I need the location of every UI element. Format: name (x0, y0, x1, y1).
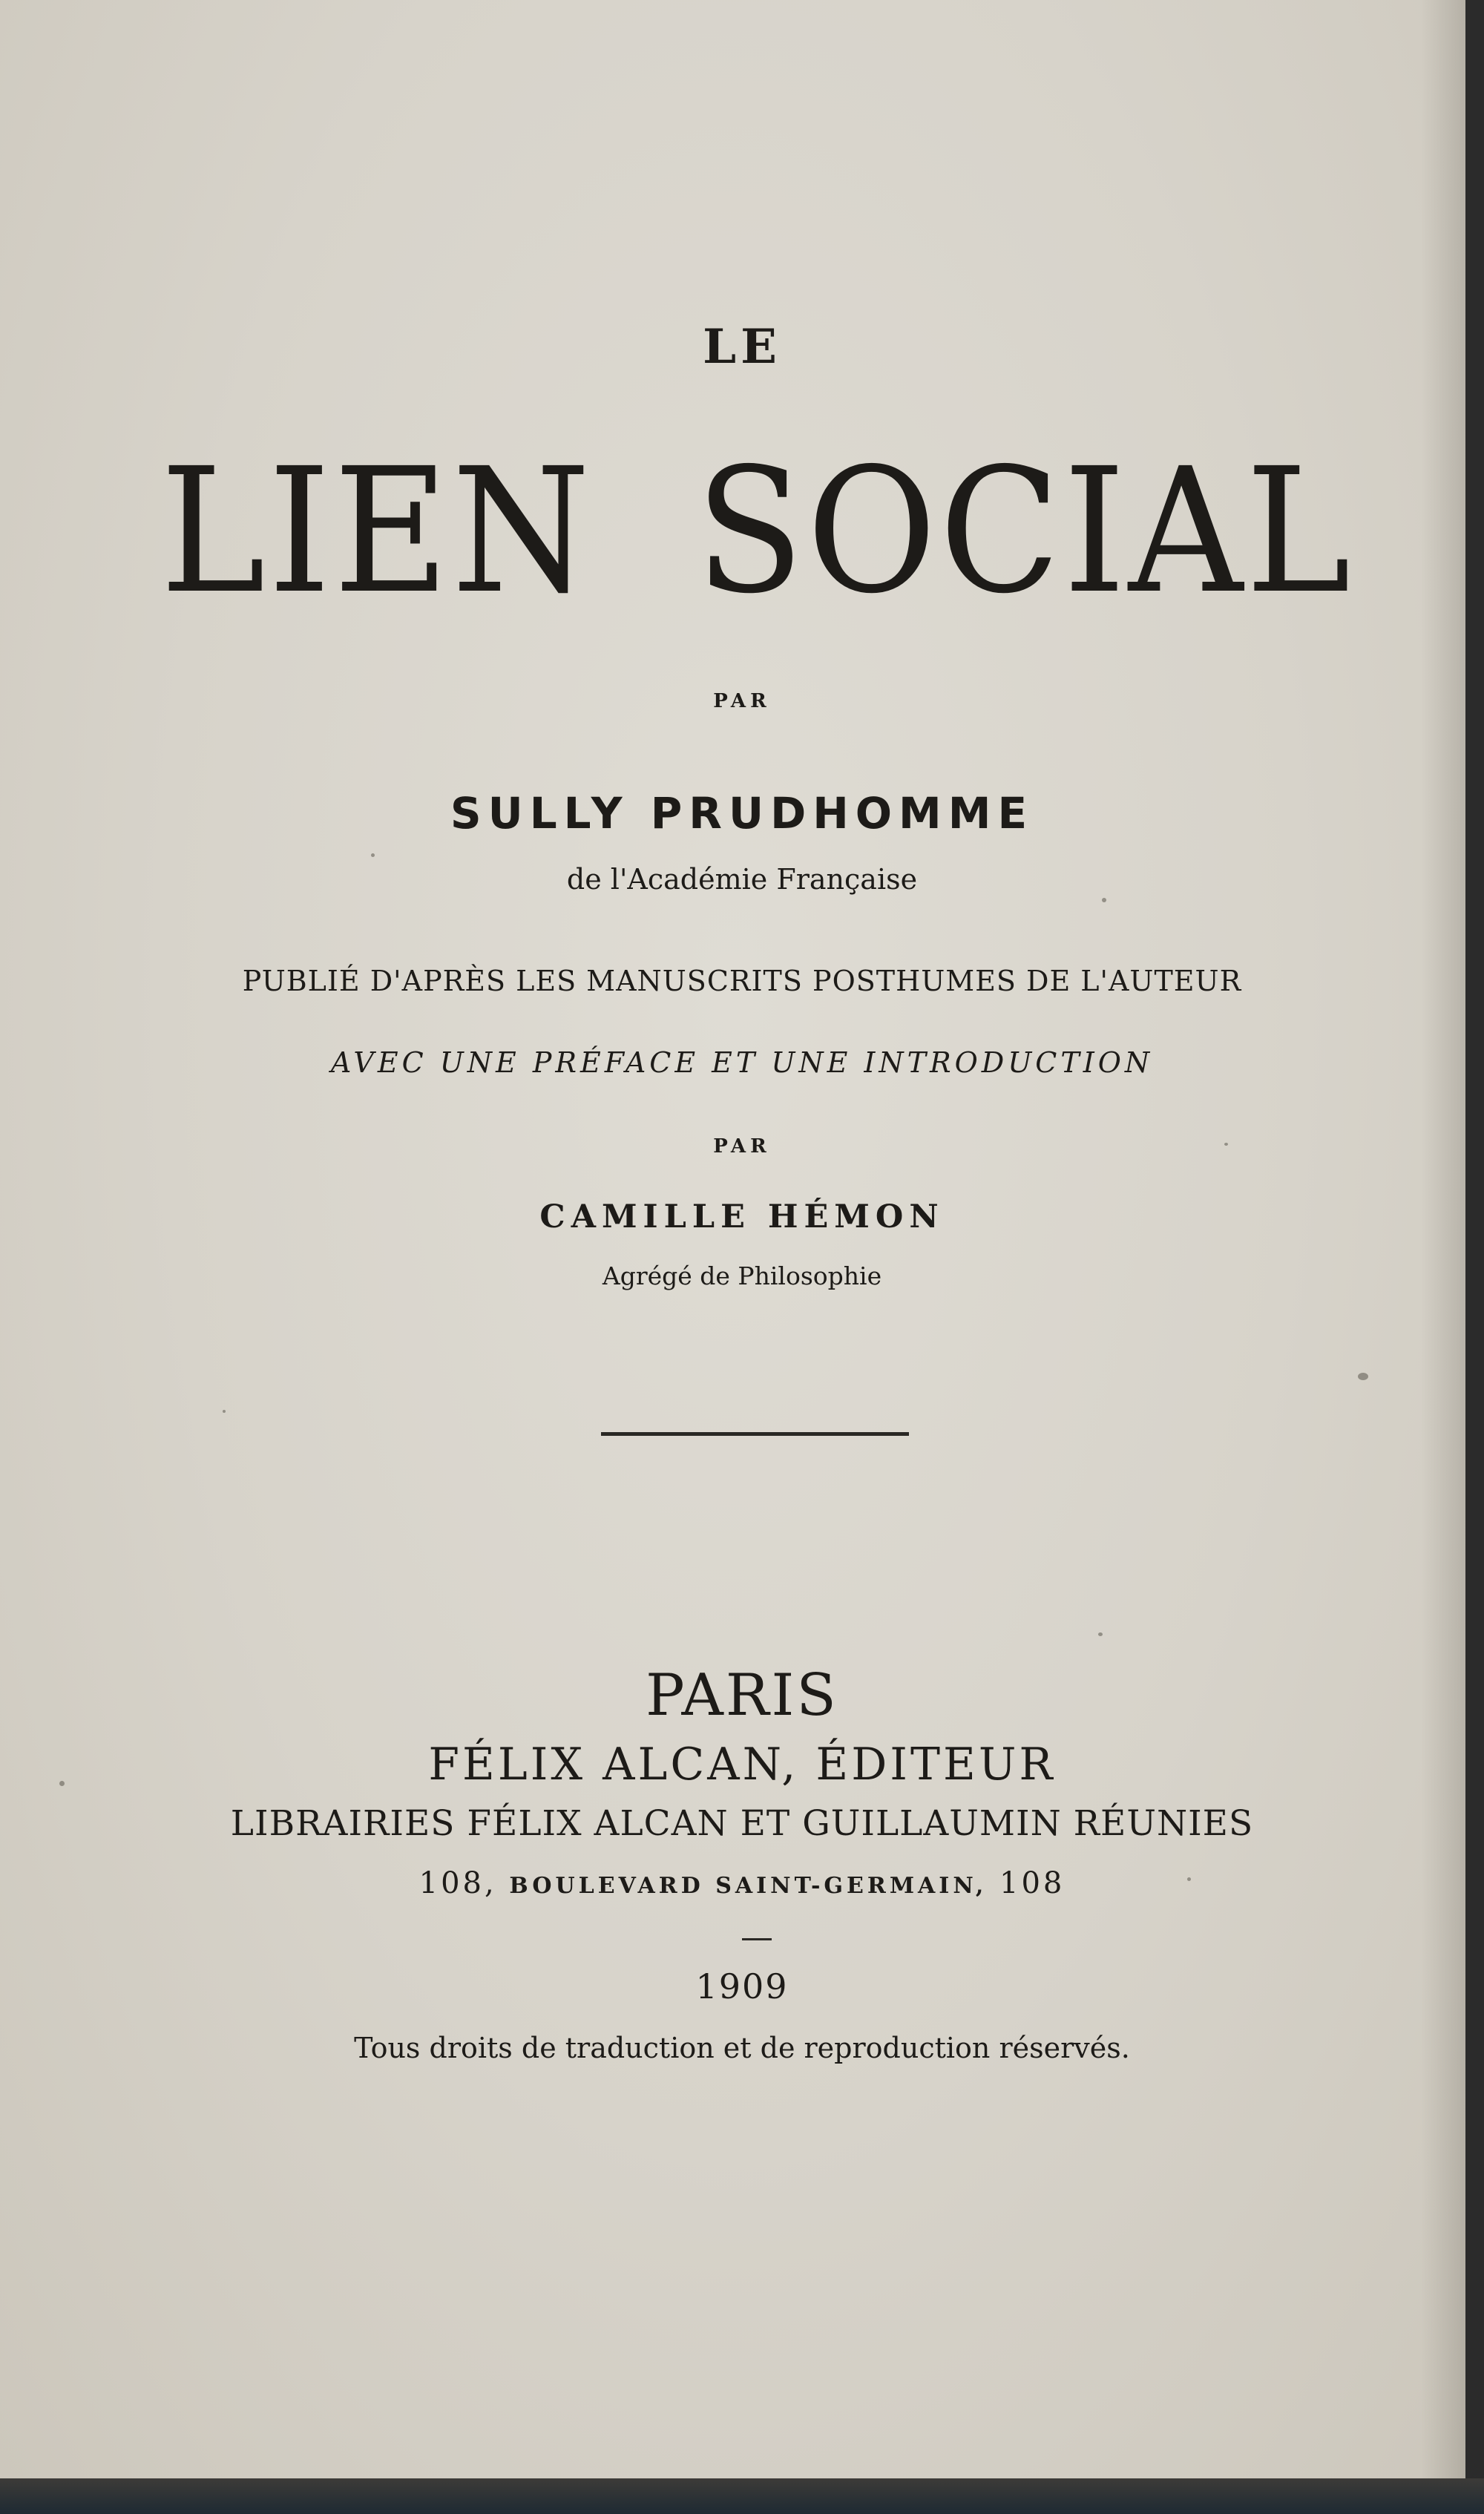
imprint-year: 1909 (695, 1966, 789, 2006)
main-title-word-1: LIEN (160, 431, 594, 631)
paper-speck (371, 853, 375, 857)
title-article: LE (703, 319, 781, 375)
preface-note: AVEC UNE PRÉFACE ET UNE INTRODUCTION (330, 1046, 1154, 1079)
background-surface (0, 2478, 1484, 2514)
rights-notice: Tous droits de traduction et de reproduction réservés. (354, 2032, 1130, 2064)
divider-rule (601, 1432, 909, 1436)
year-dash (742, 1938, 772, 1940)
imprint-city: PARIS (646, 1662, 838, 1729)
imprint-libraries: LIBRAIRIES FÉLIX ALCAN ET GUILLAUMIN RÉUNIES (230, 1803, 1254, 1844)
paper-speck (1358, 1373, 1368, 1380)
imprint-address (0, 1866, 1465, 1900)
editor-title: Agrégé de Philosophie (602, 1261, 882, 1290)
address-number-end: 108 (999, 1866, 1066, 1900)
paper-speck (1102, 898, 1106, 902)
author-name: SULLY PRUDHOMME (450, 788, 1034, 838)
editor-name: CAMILLE HÉMON (539, 1198, 945, 1235)
paper-speck (223, 1410, 226, 1413)
main-title-word-2: SOCIAL (695, 431, 1354, 631)
by-label-author: PAR (713, 690, 771, 712)
imprint-publisher: FÉLIX ALCAN, ÉDITEUR (428, 1739, 1056, 1791)
main-title (74, 431, 1439, 631)
author-affiliation: de l'Académie Française (566, 863, 918, 896)
by-label-editor: PAR (713, 1135, 771, 1158)
address-street: BOULEVARD SAINT-GERMAIN, (509, 1873, 988, 1899)
paper-speck (1098, 1632, 1103, 1636)
publication-note: PUBLIÉ D'APRÈS LES MANUSCRITS POSTHUMES DE L'AUTEUR (242, 965, 1242, 997)
address-number-start: 108, (418, 1866, 497, 1900)
